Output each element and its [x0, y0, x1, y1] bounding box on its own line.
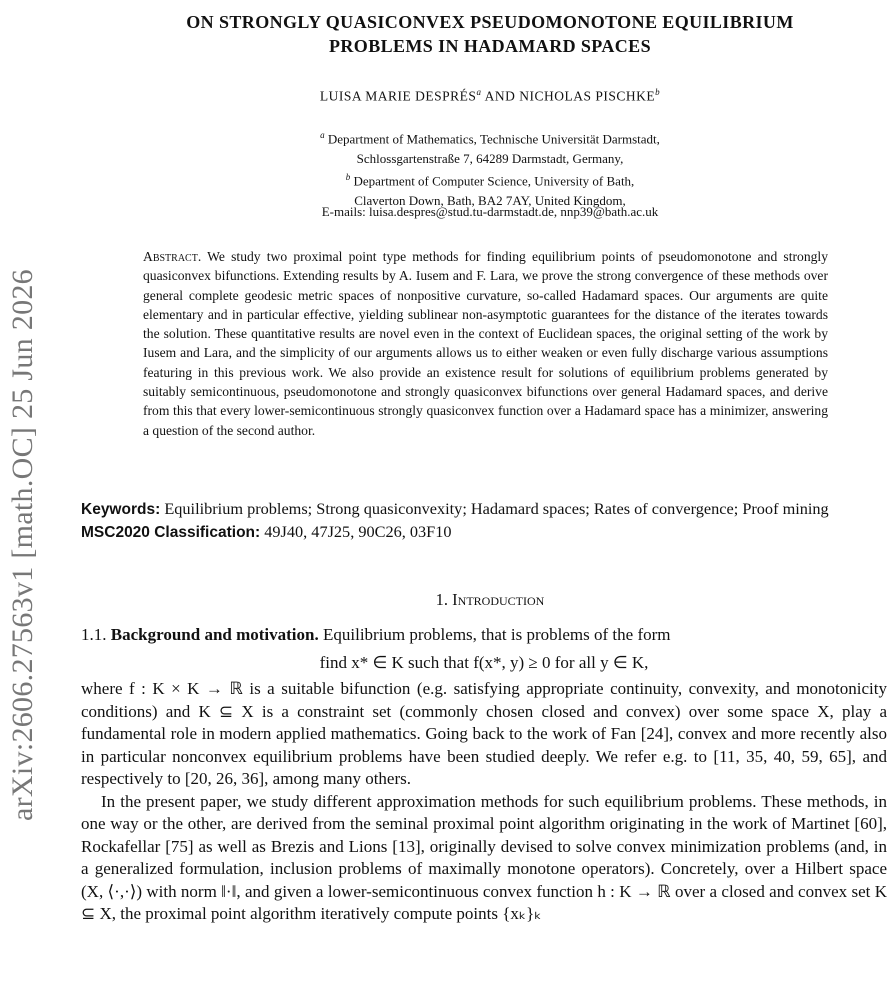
author-2-affil-mark: b [655, 87, 661, 97]
paragraph-2: In the present paper, we study different approximation methods for such equilibrium problems. These methods, in one way or the other, are derived from the seminal proximal point algorithm originating in the work of Martinet [60], Rockafellar [75] as well as Brezis and Lions [13], originally devised to solve convex minimization problems (and, in a generalized formulation, inclusion problems of maximally monotone operators). Concretely, over a Hilbert space (X, ⟨·,·⟩) with norm ‖·‖, and given a lower-semicontinuous convex function h : K → ℝ over a closed and convex set K ⊆ X, the proximal point algorithm iteratively compute points {xₖ}ₖ [81, 791, 887, 923]
subsection-lead-text: Equilibrium problems, that is problems of the form [318, 625, 671, 644]
paper-title [90, 10, 890, 58]
abstract [143, 247, 828, 440]
keywords-label: Keywords: [81, 501, 161, 518]
title-line-1: ON STRONGLY QUASICONVEX PSEUDOMONOTONE EQUILIBRIUM [186, 12, 794, 32]
affiliation-b-text: Department of Computer Science, University of Bath, [350, 173, 635, 189]
author-emails: E-mails: luisa.despres@stud.tu-darmstadt.de, nnp39@bath.ac.uk [321, 204, 659, 219]
affiliation-b-mark: b [345, 172, 351, 183]
author-1-affil-mark: a [476, 87, 482, 97]
affiliation-a-text: Department of Mathematics, Technische Universität Darmstadt, [324, 131, 660, 147]
author-2-name: NICHOLAS PISCHKE [519, 88, 656, 104]
keywords-block [81, 498, 887, 544]
paragraph-1: where f : K × K → ℝ is a suitable bifunction (e.g. satisfying appropriate continuity, convexity, and monotonicity conditions) and K ⊆ X is a constraint set (commonly chosen closed and convex) over some space X, play a fundamental role in modern applied mathematics. Going back to the work of Fan [24], convex and more recently also in particular nonconvex equilibrium problems have been studied deeply. We refer e.g. to [11, 35, 40, 59, 65], and respectively to [20, 26, 36], among many others. [81, 679, 887, 788]
title-line-2: PROBLEMS IN HADAMARD SPACES [329, 36, 651, 56]
section-number: 1. [435, 590, 453, 609]
keywords-text: Equilibrium problems; Strong quasiconvexity; Hadamard spaces; Rates of convergence; Proof mining [160, 499, 829, 518]
affiliation-b-line-2: Claverton Down, Bath, BA2 7AY, United Kingdom, [354, 193, 626, 209]
msc-label: MSC2020 Classification: [81, 524, 261, 541]
affiliation-b-line-1 [90, 168, 890, 191]
abstract-label: Abstract. [143, 249, 202, 264]
author-conjunction: AND [481, 88, 520, 104]
affiliation-a-mark: a [320, 130, 325, 140]
body-text [81, 624, 887, 926]
section-title: Introduction [452, 590, 545, 609]
affiliations [90, 126, 890, 211]
msc-classification [81, 521, 887, 544]
keywords [81, 498, 887, 521]
msc-text: 49J40, 47J25, 90C26, 03F10 [260, 522, 452, 541]
arxiv-identifier-stamp [2, 235, 44, 855]
affiliation-a-line-2: Schlossgartenstraße 7, 64289 Darmstadt, Germany, [356, 150, 624, 166]
arxiv-identifier-text: arXiv:2606.27563v1 [math.OC] 25 Jun 2026 [6, 269, 39, 821]
author-1-name: LUISA MARIE DESPRÉS [319, 88, 477, 104]
display-equation: find x* ∈ K such that f(x*, y) ≥ 0 for all y ∈ K, [319, 652, 649, 672]
subsection-number: 1.1. [81, 625, 111, 644]
author-list [90, 87, 890, 105]
subsection-title: Background and motivation. [110, 625, 319, 644]
affiliation-a-line-1 [90, 126, 890, 149]
abstract-text: We study two proximal point type methods for finding equilibrium points of pseudomonotone and strongly quasiconvex bifunctions. Extending results by A. Iusem and F. Lara, we prove the strong convergence of these methods over general complete geodesic metric spaces of nonpositive curvature, so-called Hadamard spaces. Our arguments are quite elementary and in particular effective, yielding sublinear non-asymptotic guarantees for the distance of the iterates towards the solution. These quantitative results are novel even in the context of Euclidean spaces, the original setting of the work by Iusem and Lara, and the simplicity of our arguments allows us to either weaken or even fully discharge various assumptions featuring in this previous work. We also provide an existence result for solutions of equilibrium problems generated by suitably semicontinuous, pseudomonotone and strongly quasiconvex bifunctions over general Hadamard spaces, and derive from this that every lower-semicontinuous strongly quasiconvex function over a Hadamard space has a minimizer, answering a question of the second author. [143, 249, 828, 438]
section-heading [90, 590, 890, 610]
subsection-lead-paragraph [81, 624, 887, 647]
